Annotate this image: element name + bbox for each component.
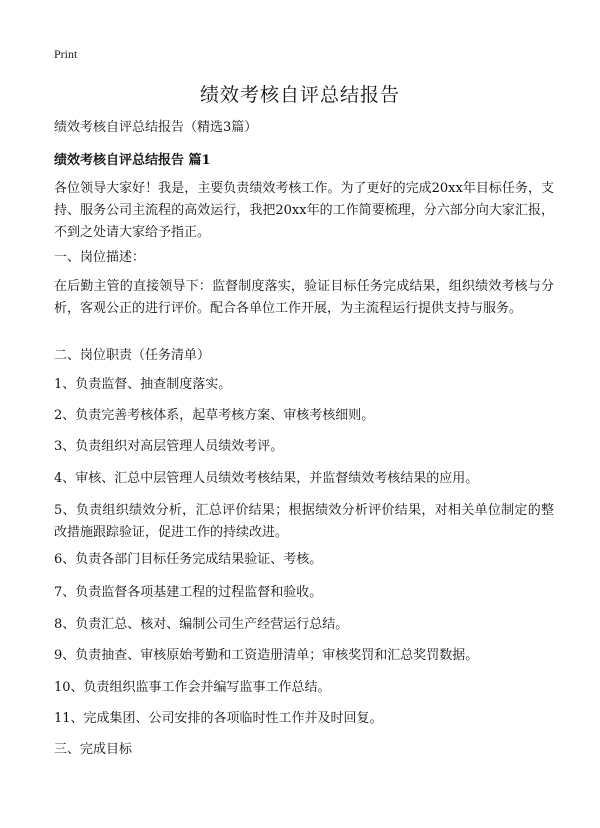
intro-paragraph: 各位领导大家好！我是，主要负责绩效考核工作。为了更好的完成20xx年目标任务，支持、服务公司主流程的高效运行，我把20xx年的工作简要梳理，分六部分向大家汇报，不到之处请大家给予指正。 — [54, 181, 554, 240]
part-heading-goals: 三、完成目标 — [54, 742, 133, 757]
job-description-paragraph: 在后勤主管的直接领导下：监督制度落实，验证目标任务完成结果，组织绩效考核与分析，客观公正的进行评价。配合各单位工作开展，为主流程运行提供支持与服务。 — [54, 279, 554, 316]
document-subtitle: 绩效考核自评总结报告（精选3篇） — [54, 120, 258, 135]
duty-item: 10、负责组织监事工作会并编写监事工作总结。 — [54, 680, 331, 695]
part-heading-job-duties: 二、岗位职责（任务清单） — [54, 348, 211, 363]
part-heading-job-description: 一、岗位描述： — [54, 250, 146, 265]
print-link[interactable]: Print — [54, 47, 78, 61]
duty-item: 5、负责组织绩效分析，汇总评价结果；根据绩效分析评价结果，对相关单位制定的整改措施跟踪验证，促进工作的持续改进。 — [54, 503, 554, 540]
duty-item: 3、负责组织对高层管理人员绩效考评。 — [54, 439, 284, 454]
section-heading: 绩效考核自评总结报告 篇1 — [54, 153, 211, 168]
page-title: 绩效考核自评总结报告 — [199, 84, 400, 106]
duty-item: 2、负责完善考核体系，起草考核方案、审核考核细则。 — [54, 408, 375, 423]
duty-item: 6、负责各部门目标任务完成结果验证、考核。 — [54, 552, 323, 567]
duty-item: 11、完成集团、公司安排的各项临时性工作并及时回复。 — [54, 711, 383, 726]
duty-item: 7、负责监督各项基建工程的过程监督和验收。 — [54, 585, 323, 600]
duty-item: 4、审核、汇总中层管理人员绩效考核结果，并监督绩效考核结果的应用。 — [54, 471, 479, 486]
duty-item: 1、负责监督、抽查制度落实。 — [54, 377, 232, 392]
duty-item: 8、负责汇总、核对、编制公司生产经营运行总结。 — [54, 617, 349, 632]
duty-item: 9、负责抽查、审核原始考勤和工资造册清单；审核奖罚和汇总奖罚数据。 — [54, 648, 479, 663]
